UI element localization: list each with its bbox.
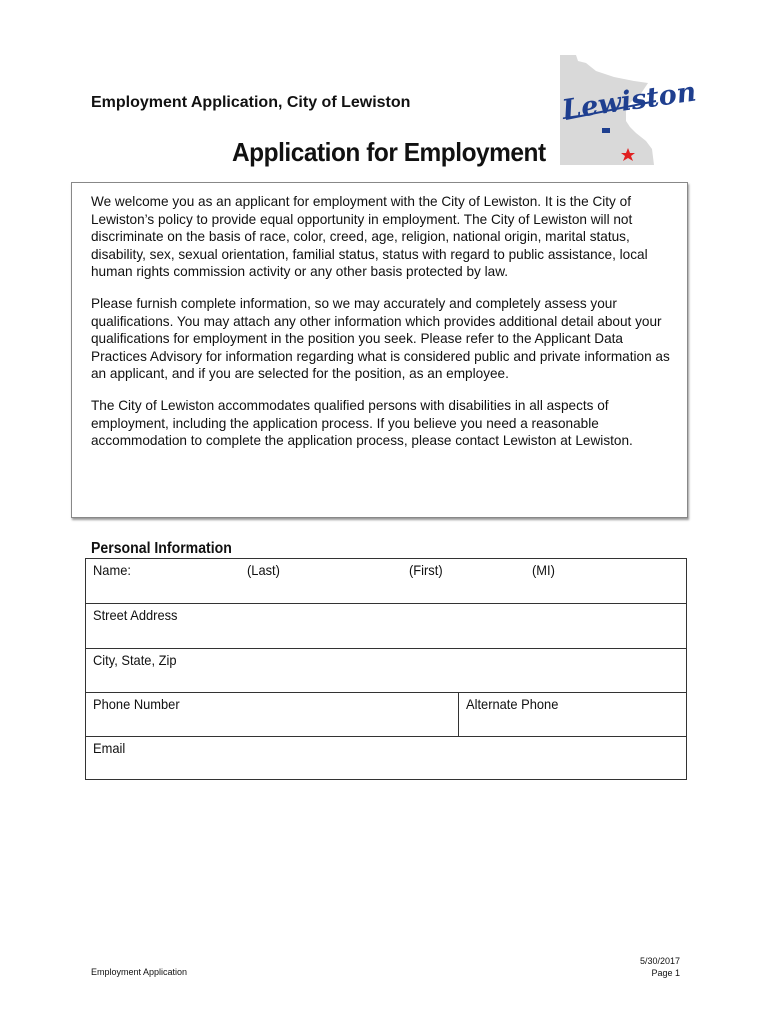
footer-page-number: Page 1 [651,968,680,978]
phone-number-label: Phone Number [93,696,180,712]
footer-date: 5/30/2017 [639,956,680,966]
alternate-phone-label: Alternate Phone [466,696,559,712]
footer-document-name: Employment Application [91,967,188,977]
city-state-zip-row[interactable] [86,649,686,693]
city-state-zip-label: City, State, Zip [93,652,177,668]
footer-meta [640,955,680,979]
header-title: Employment Application, City of Lewiston [91,94,411,111]
name-row[interactable] [86,559,686,604]
intro-paragraph-1: We welcome you as an applicant for employment with the City of Lewiston. It is the City of Lewiston’s policy to provide equal opportunity in employment. The City of Lewiston will not discriminate on the basis of race, color, creed, age, religion, national origin, marital status, disability, sex, sexual orientation, familial status, status with regard to public assistance, local human rights commission activity or any other basis protected by law. [91,194,648,280]
page-title: Application for Employment [232,137,546,167]
lewiston-logo [556,55,699,173]
last-name-label: (Last) [247,562,280,578]
intro-box [71,182,688,518]
intro-paragraph-2: Please furnish complete information, so we may accurately and completely assess your qualifications. You may attach any other information which provides additional detail about your qualifications for employment in the position you seek. Please refer to the Applicant Data Practices Advisory for information regarding what is considered public and private information as an applicant, and if you are selected for the position, as an employee. [91,295,670,382]
phone-row [86,693,686,737]
logo-small-mark [602,128,610,133]
phone-divider [458,693,459,736]
street-address-row[interactable] [86,604,686,649]
logo-script-text: Lewiston [560,76,699,126]
name-label: Name: [93,562,131,578]
first-name-label: (First) [409,562,443,578]
personal-info-heading: Personal Information [91,540,232,557]
intro-paragraph-3: The City of Lewiston accommodates qualified persons with disabilities in all aspects of employment, including the application process. If you believe you need a reasonable accommodation to complete the application process, please contact Lewiston at Lewiston. [91,397,633,449]
email-row[interactable] [86,737,686,781]
street-address-label: Street Address [93,607,178,623]
personal-info-form [85,558,687,780]
middle-initial-label: (MI) [532,562,555,578]
email-label: Email [93,740,126,756]
